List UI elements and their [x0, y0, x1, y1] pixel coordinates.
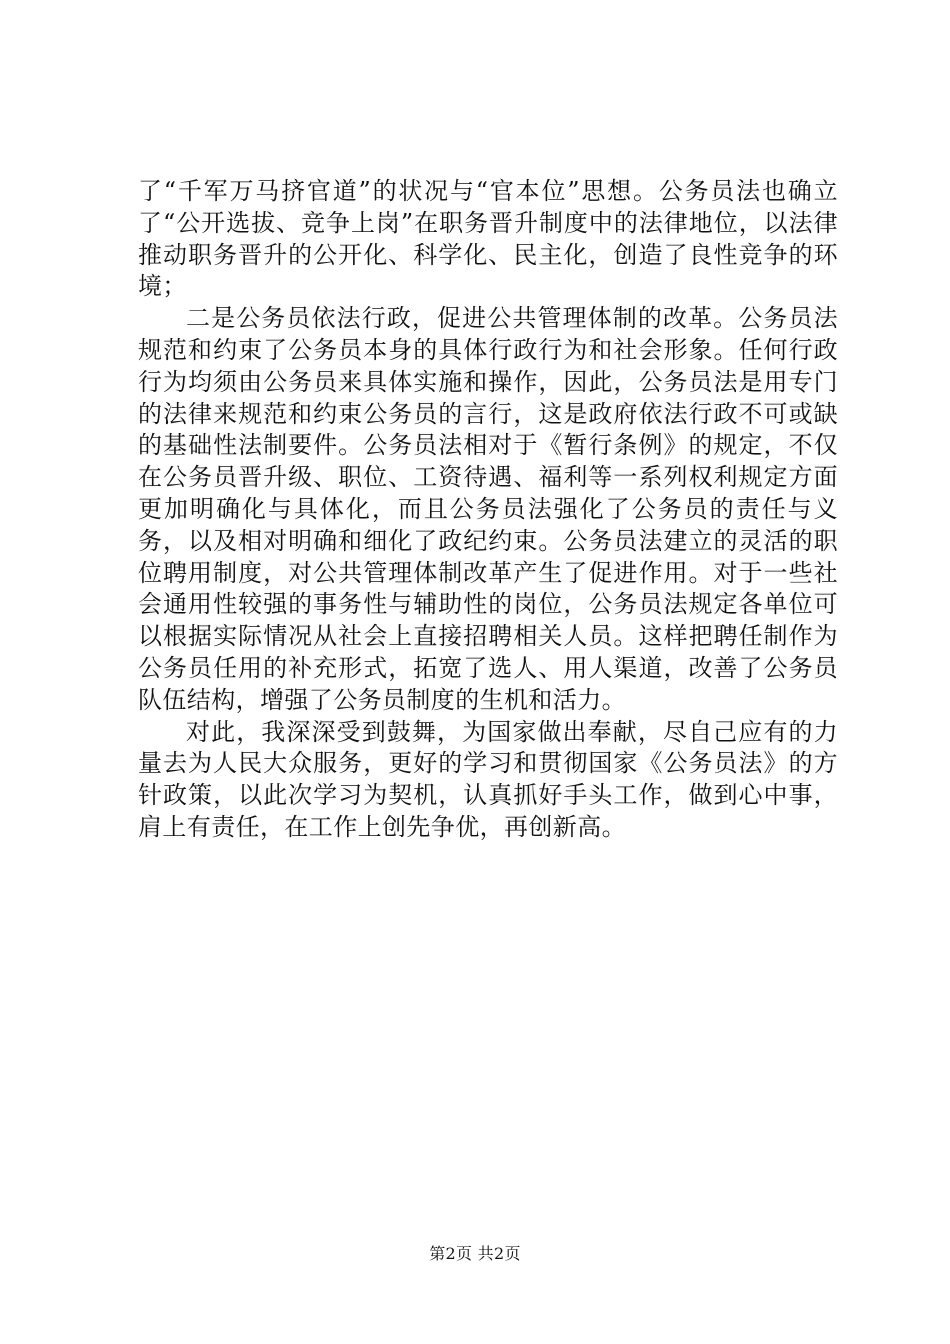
- document-body: [138, 176, 838, 844]
- paragraph-public-administration: 二是公务员依法行政，促进公共管理体制的改革。公务员法规范和约束了公务员本身的具体行政行为和社会形象。任何行政行为均须由公务员来具体实施和操作，因此，公务员法是用专门的法律来规范和约束公务员的言行，这是政府依法行政不可或缺的基础性法制要件。公务员法相对于《暂行条例》的规定，不仅在公务员晋升级、职位、工资待遇、福利等一系列权利规定方面更加明确化与具体化，而且公务员法强化了公务员的责任与义务，以及相对明确和细化了政纪约束。公务员法建立的灵活的职位聘用制度，对公共管理体制改革产生了促进作用。对于一些社会通用性较强的事务性与辅助性的岗位，公务员法规定各单位可以根据实际情况从社会上直接招聘相关人员。这样把聘任制作为公务员任用的补充形式，拓宽了选人、用人渠道，改善了公务员队伍结构，增强了公务员制度的生机和活力。: [138, 304, 838, 714]
- page-number-footer: 第2页 共2页: [429, 1244, 521, 1263]
- paragraph-continuation: 了“千军万马挤官道”的状况与“官本位”思想。公务员法也确立了“公开选拔、竞争上岗”在职务晋升制度中的法律地位，以法律推动职务晋升的公开化、科学化、民主化，创造了良性竞争的环境；: [138, 177, 838, 301]
- paragraph-conclusion: 对此，我深深受到鼓舞，为国家做出奉献，尽自己应有的力量去为人民大众服务，更好的学习和贯彻国家《公务员法》的方针政策，以此次学习为契机，认真抓好手头工作，做到心中事，肩上有责任，在工作上创先争优，再创新高。: [138, 717, 838, 841]
